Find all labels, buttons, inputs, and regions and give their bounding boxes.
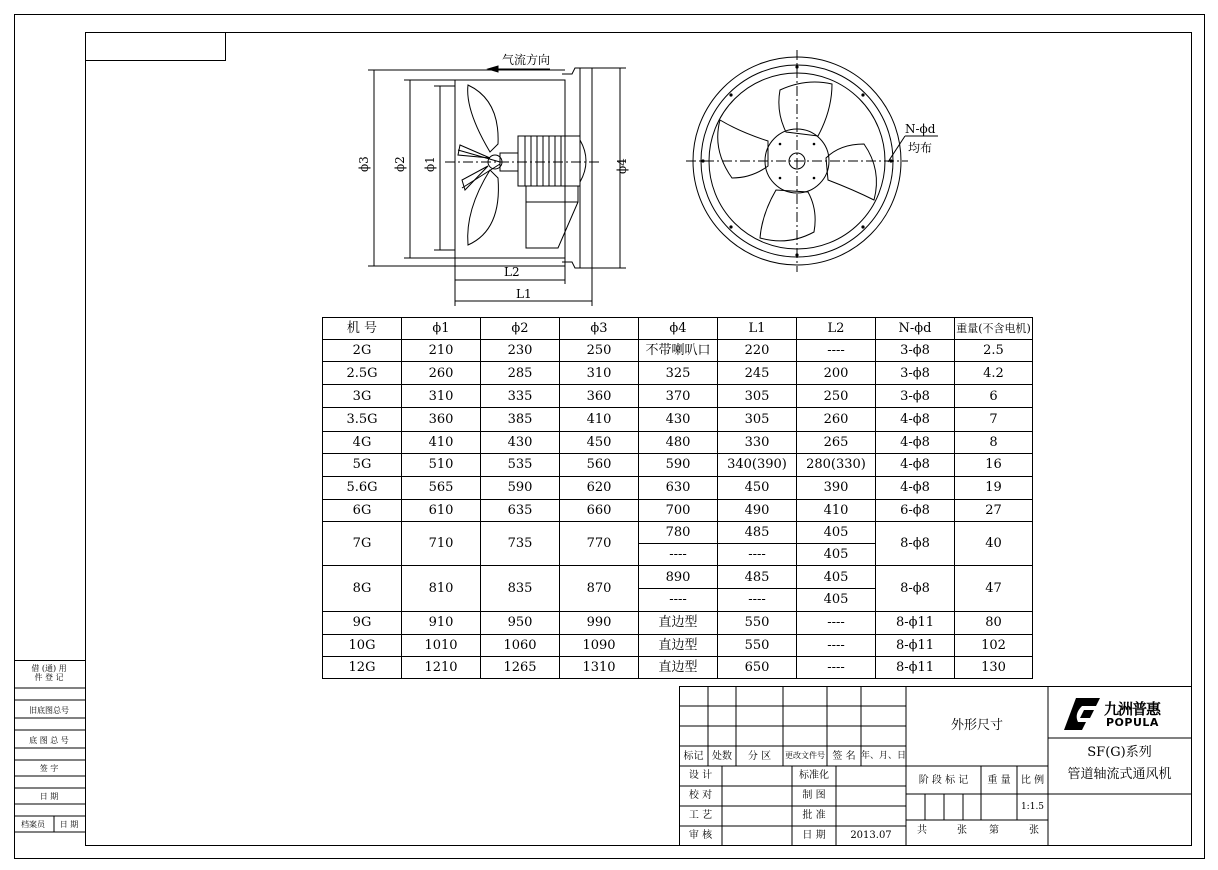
- cell: 770: [560, 522, 639, 566]
- phi1-label: ϕ1: [423, 156, 437, 172]
- cell: 2.5G: [323, 362, 402, 385]
- date-label: 日 期: [39, 792, 59, 801]
- cell: 485: [718, 566, 797, 589]
- cell: 835: [481, 566, 560, 611]
- cell: 3-ϕ8: [876, 385, 955, 408]
- table-row: [323, 656, 1033, 678]
- cell: 3G: [323, 385, 402, 408]
- spec-table: [322, 317, 1033, 679]
- cell: 8-ϕ11: [876, 634, 955, 656]
- logo-cn-text: 九洲普惠: [1104, 700, 1161, 718]
- cell: 405: [797, 544, 876, 566]
- cell: 210: [402, 340, 481, 362]
- cell: 220: [718, 340, 797, 362]
- side-view: [368, 66, 626, 306]
- cell: 4-ϕ8: [876, 476, 955, 499]
- drawing-name: 外形尺寸: [950, 718, 1003, 733]
- cell: 130: [955, 656, 1033, 678]
- cell: ----: [718, 589, 797, 611]
- cell: 370: [639, 385, 718, 408]
- table-row: [323, 408, 1033, 431]
- usage-register-label: 借 (通) 用 件 登 记: [31, 664, 67, 683]
- cell: 405: [797, 566, 876, 589]
- cell: 565: [402, 476, 481, 499]
- cell: 910: [402, 611, 481, 634]
- sheet-unit2-label: 张: [1029, 825, 1039, 836]
- cell: 490: [718, 499, 797, 521]
- cell: 510: [402, 453, 481, 476]
- cell: 直边型: [639, 656, 718, 678]
- base-label: 底 图 总 号: [29, 736, 69, 745]
- inner-border-top: [85, 32, 1191, 33]
- cell: 8-ϕ11: [876, 611, 955, 634]
- table-row: [323, 340, 1033, 362]
- cell: 80: [955, 611, 1033, 634]
- cell: 810: [402, 566, 481, 611]
- col-header: 机 号: [323, 318, 402, 340]
- cell: 6-ϕ8: [876, 499, 955, 521]
- cell: 9G: [323, 611, 402, 634]
- cell: 590: [481, 476, 560, 499]
- cell: 950: [481, 611, 560, 634]
- table-row: [323, 566, 1033, 589]
- drawing-label: 制 图: [802, 790, 826, 801]
- rev-header: 标记: [683, 751, 704, 762]
- cell: 630: [639, 476, 718, 499]
- cell: 360: [560, 385, 639, 408]
- cell: 12G: [323, 656, 402, 678]
- cell: 485: [718, 522, 797, 544]
- drawing-number-box: [85, 32, 226, 61]
- L1-label: L1: [516, 287, 532, 301]
- cell: 4.2: [955, 362, 1033, 385]
- cell: 620: [560, 476, 639, 499]
- cell: 410: [560, 408, 639, 431]
- cell: 405: [797, 522, 876, 544]
- cell: 430: [639, 408, 718, 431]
- cell: 1060: [481, 634, 560, 656]
- outer-border-right: [1204, 14, 1205, 859]
- front-view: [686, 50, 938, 272]
- cell: ----: [639, 544, 718, 566]
- cell: 16: [955, 453, 1033, 476]
- table-header-row: [323, 318, 1033, 340]
- cell: 4-ϕ8: [876, 408, 955, 431]
- cell: 550: [718, 634, 797, 656]
- cell: 325: [639, 362, 718, 385]
- col-header: 重量(不含电机): [955, 318, 1033, 340]
- cell: 不带喇叭口: [639, 340, 718, 362]
- inner-border-left: [85, 32, 86, 846]
- cell: ----: [797, 634, 876, 656]
- cell: 19: [955, 476, 1033, 499]
- cell: ----: [797, 611, 876, 634]
- cell: 27: [955, 499, 1033, 521]
- cell: 8G: [323, 566, 402, 611]
- cell: 102: [955, 634, 1033, 656]
- cell: 8: [955, 431, 1033, 453]
- cell: 405: [797, 589, 876, 611]
- outer-border-top: [14, 14, 1204, 15]
- product-label: 管道轴流式通风机: [1067, 767, 1172, 782]
- cell: 3-ϕ8: [876, 340, 955, 362]
- fan-drawing: [340, 40, 960, 312]
- cell: 7: [955, 408, 1033, 431]
- cell: 40: [955, 522, 1033, 566]
- cell: 6: [955, 385, 1033, 408]
- cell: 780: [639, 522, 718, 544]
- cell: 260: [402, 362, 481, 385]
- table-row: [323, 634, 1033, 656]
- scale-value: 1:1.5: [1020, 802, 1045, 812]
- old-base-label: 旧底图总号: [29, 706, 69, 715]
- archive-date-label: 日 期: [59, 820, 79, 829]
- cell: 990: [560, 611, 639, 634]
- cell: 430: [481, 431, 560, 453]
- cell: 390: [797, 476, 876, 499]
- holes-note: 均布: [908, 141, 933, 155]
- table-row: [323, 362, 1033, 385]
- sheet-total-label: 共: [917, 825, 927, 836]
- cell: 650: [718, 656, 797, 678]
- cell: 550: [718, 611, 797, 634]
- cell: 310: [560, 362, 639, 385]
- cell: 305: [718, 408, 797, 431]
- series-label: SF(G)系列: [1087, 745, 1152, 760]
- cell: 385: [481, 408, 560, 431]
- cell: 410: [402, 431, 481, 453]
- cell: 8-ϕ11: [876, 656, 955, 678]
- cell: 1210: [402, 656, 481, 678]
- date-row-label: 日 期: [802, 830, 826, 841]
- cell: 250: [560, 340, 639, 362]
- col-header: L1: [718, 318, 797, 340]
- cell: 6G: [323, 499, 402, 521]
- cell: 250: [797, 385, 876, 408]
- cell: 560: [560, 453, 639, 476]
- table-row: [323, 499, 1033, 521]
- cell: 4G: [323, 431, 402, 453]
- process-label: 工 艺: [688, 810, 713, 821]
- side-register-lines: [14, 660, 85, 846]
- sign-label: 签 字: [39, 764, 59, 773]
- rev-header: 处数: [712, 751, 732, 762]
- cell: 450: [718, 476, 797, 499]
- cell: 5.6G: [323, 476, 402, 499]
- cell: 1265: [481, 656, 560, 678]
- cell: 890: [639, 566, 718, 589]
- cell: ----: [718, 544, 797, 566]
- cell: 660: [560, 499, 639, 521]
- cell: 5G: [323, 453, 402, 476]
- design-label: 设 计: [688, 770, 713, 781]
- sheet-no-label: 第: [989, 825, 999, 836]
- cell: 735: [481, 522, 560, 566]
- phi2-label: ϕ2: [393, 156, 407, 172]
- cell: 1090: [560, 634, 639, 656]
- cell: 1310: [560, 656, 639, 678]
- weight-label: 重 量: [987, 775, 1011, 786]
- cell: 280(330): [797, 453, 876, 476]
- cell: 230: [481, 340, 560, 362]
- table-row: [323, 385, 1033, 408]
- phi4-label: ϕ4: [615, 158, 629, 174]
- cell: 870: [560, 566, 639, 611]
- cell: 245: [718, 362, 797, 385]
- cell: 285: [481, 362, 560, 385]
- col-header: ϕ2: [481, 318, 560, 340]
- table-row: [323, 476, 1033, 499]
- cell: 直边型: [639, 611, 718, 634]
- logo-mark-icon: [1060, 696, 1102, 732]
- company-logo: [1060, 694, 1180, 732]
- cell: 2G: [323, 340, 402, 362]
- cell: 8-ϕ8: [876, 522, 955, 566]
- cell: 590: [639, 453, 718, 476]
- cell: ----: [797, 656, 876, 678]
- sheet-unit-label: 张: [957, 825, 967, 836]
- rev-header: 更改文件号: [785, 751, 825, 760]
- col-header: ϕ4: [639, 318, 718, 340]
- cell: 4-ϕ8: [876, 453, 955, 476]
- check-label: 校 对: [688, 790, 713, 801]
- cell: 3.5G: [323, 408, 402, 431]
- table-row: [323, 611, 1033, 634]
- cell: 610: [402, 499, 481, 521]
- col-header: L2: [797, 318, 876, 340]
- table-row: [323, 522, 1033, 544]
- cell: 7G: [323, 522, 402, 566]
- cell: 305: [718, 385, 797, 408]
- table-row: [323, 431, 1033, 453]
- approve-label: 批 准: [802, 810, 826, 821]
- cell: 310: [402, 385, 481, 408]
- standard-label: 标准化: [799, 770, 829, 781]
- cell: 2.5: [955, 340, 1033, 362]
- table-row: [323, 453, 1033, 476]
- date-value: 2013.07: [850, 830, 892, 841]
- cell: 1010: [402, 634, 481, 656]
- col-header: ϕ1: [402, 318, 481, 340]
- cell: 450: [560, 431, 639, 453]
- L2-label: L2: [504, 265, 520, 279]
- archive-label: 档案员: [21, 820, 45, 829]
- cell: 335: [481, 385, 560, 408]
- cell: 480: [639, 431, 718, 453]
- rev-header: 分 区: [747, 751, 772, 762]
- cell: 330: [718, 431, 797, 453]
- cell: 260: [797, 408, 876, 431]
- cell: 410: [797, 499, 876, 521]
- cell: 360: [402, 408, 481, 431]
- cell: 635: [481, 499, 560, 521]
- col-header: N-ϕd: [876, 318, 955, 340]
- cell: 340(390): [718, 453, 797, 476]
- cell: 265: [797, 431, 876, 453]
- cell: 3-ϕ8: [876, 362, 955, 385]
- cell: 10G: [323, 634, 402, 656]
- logo-en-text: POPULA: [1106, 716, 1159, 729]
- scale-label: 比 例: [1020, 775, 1045, 786]
- rev-header: 签 名: [832, 751, 856, 762]
- cell: 4-ϕ8: [876, 431, 955, 453]
- cell: 700: [639, 499, 718, 521]
- stage-label: 阶 段 标 记: [918, 775, 969, 786]
- holes-label: N-ϕd: [905, 122, 936, 136]
- side-register-block: [14, 660, 85, 846]
- cell: 200: [797, 362, 876, 385]
- cell: 8-ϕ8: [876, 566, 955, 611]
- cell: 直边型: [639, 634, 718, 656]
- cell: 47: [955, 566, 1033, 611]
- outer-border-bottom: [14, 858, 1204, 859]
- airflow-label: 气流方向: [502, 53, 551, 67]
- cell: ----: [797, 340, 876, 362]
- review-label: 审 核: [688, 830, 713, 841]
- col-header: ϕ3: [560, 318, 639, 340]
- cell: 535: [481, 453, 560, 476]
- cell: ----: [639, 589, 718, 611]
- rev-header: 年、月、日: [861, 751, 907, 761]
- phi3-label: ϕ3: [357, 156, 371, 172]
- cell: 710: [402, 522, 481, 566]
